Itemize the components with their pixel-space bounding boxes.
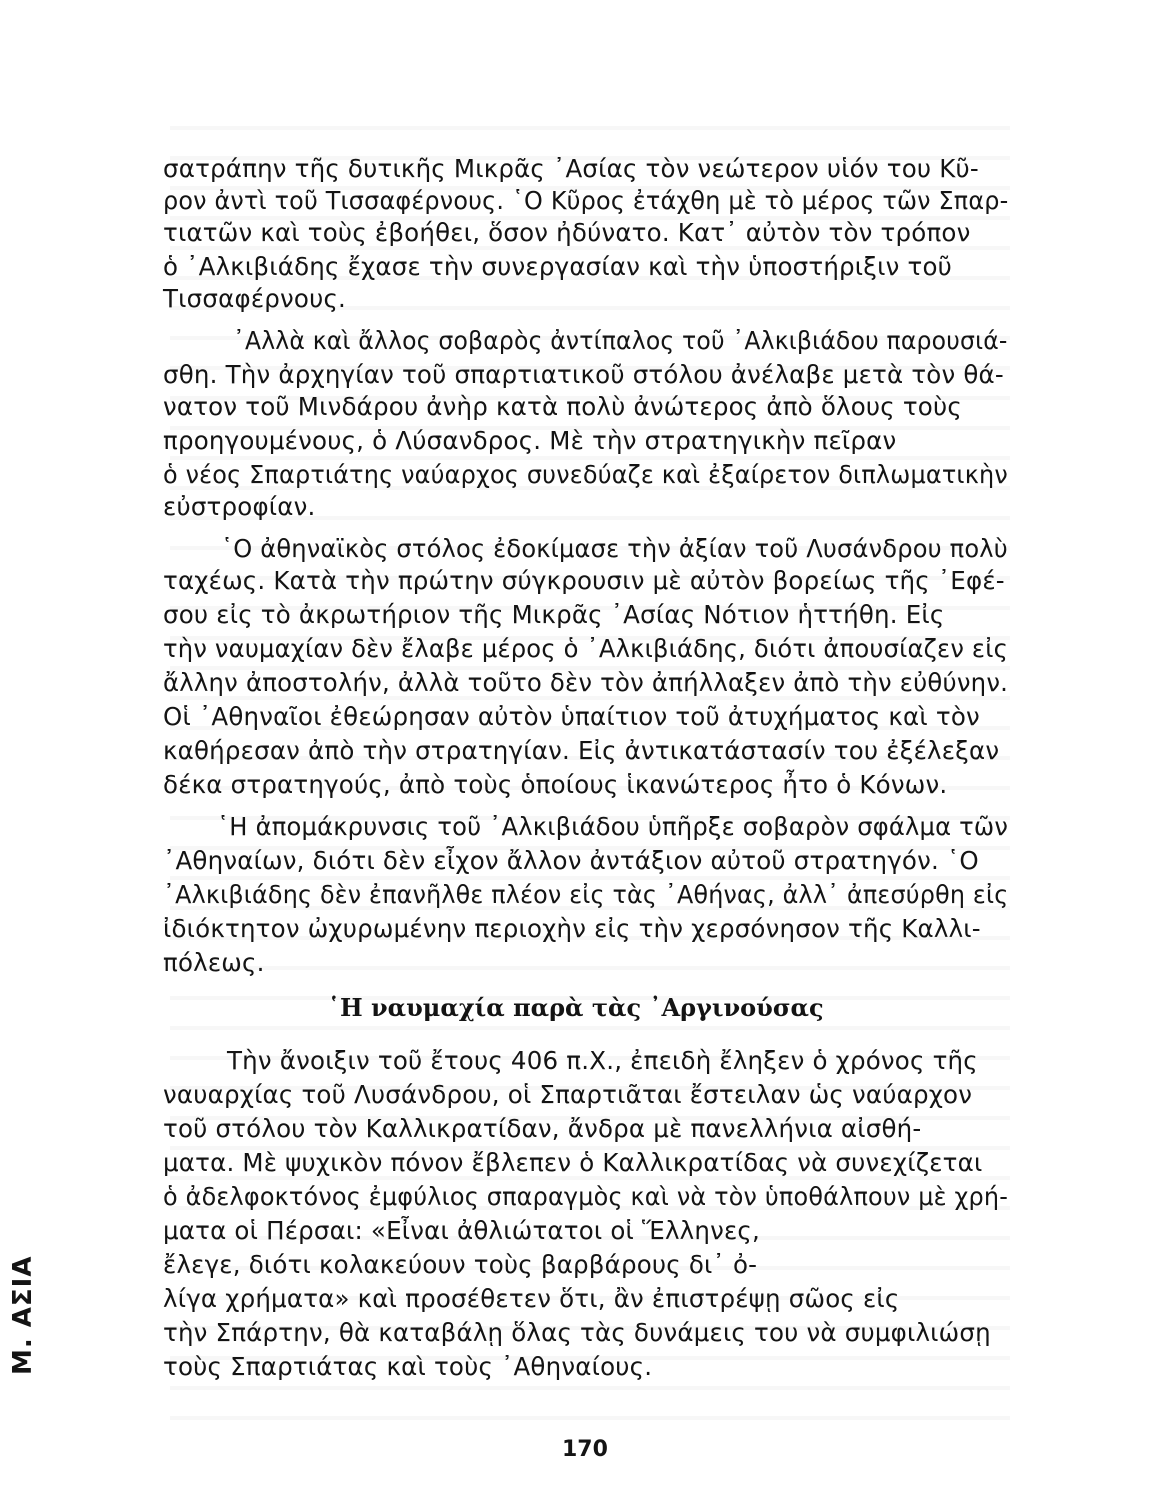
text-line: ρον ἀντὶ τοῦ Τισσαφέρνους. ῾Ο Κῦρος ἐτάχθη μὲ τὸ μέρος τῶν Σπαρ-	[163, 186, 1009, 215]
text-line: τὴν ναυμαχίαν δὲν ἔλαβε μέρος ὁ ᾿Αλκιβιάδης, διότι ἀπουσίαζεν εἰς	[163, 634, 1009, 663]
text-line: τοῦ στόλου τὸν Καλλικρατίδαν, ἄνδρα μὲ πανελλήνια αἰσθή-	[163, 1114, 922, 1143]
text-line: σθη. Τὴν ἀρχηγίαν τοῦ σπαρτιατικοῦ στόλου ἀνέλαβε μετὰ τὸν θά-	[163, 360, 1004, 389]
text-line: νατον τοῦ Μινδάρου ἀνὴρ κατὰ πολὺ ἀνώτερος ἀπὸ ὅλους τοὺς	[163, 392, 962, 421]
text-line: ῾Η ἀπομάκρυνσις τοῦ ᾿Αλκιβιάδου ὑπῆρξε σοβαρὸν σφάλμα τῶν	[217, 812, 1009, 841]
text-line: προηγουμένους, ὁ Λύσανδρος. Μὲ τὴν στρατηγικὴν πεῖραν	[163, 426, 897, 455]
text-line: καθήρεσαν ἀπὸ τὴν στρατηγίαν. Εἰς ἀντικατάστασίν του ἐξέλεξαν	[163, 736, 1000, 765]
side-margin-label: Μ. ΑΣΙΑ	[8, 1255, 38, 1375]
text-line: σου εἰς τὸ ἀκρωτήριον τῆς Μικρᾶς ᾿Ασίας Νότιον ἡττήθη. Εἰς	[163, 600, 945, 629]
text-line: ταχέως. Κατὰ τὴν πρώτην σύγκρουσιν μὲ αὐτὸν βορείως τῆς ᾿Εφέ-	[163, 566, 1005, 595]
text-line: ὁ νέος Σπαρτιάτης ναύαρχος συνεδύαζε καὶ ἐξαίρετον διπλωματικὴν	[163, 460, 1008, 489]
text-line: Τισσαφέρνους.	[163, 284, 347, 313]
text-line: ἄλλην ἀποστολήν, ἀλλὰ τοῦτο δὲν τὸν ἀπήλλαξεν ἀπὸ τὴν εὐθύνην.	[163, 668, 1009, 697]
page-number: 170	[562, 1437, 608, 1462]
text-line: ᾿Αλλὰ καὶ ἄλλος σοβαρὸς ἀντίπαλος τοῦ ᾿Αλκιβιάδου παρουσιά-	[233, 326, 1008, 355]
text-line: ματα οἱ Πέρσαι: «Εἶναι ἀθλιώτατοι οἱ Ἕλληνες,	[163, 1216, 760, 1245]
text-line: εὐστροφίαν.	[163, 492, 316, 521]
text-line: σατράπην τῆς δυτικῆς Μικρᾶς ᾿Ασίας τὸν νεώτερον υἱόν του Κῦ-	[163, 154, 979, 183]
text-line: ματα. Μὲ ψυχικὸν πόνον ἔβλεπεν ὁ Καλλικρατίδας νὰ συνεχίζεται	[163, 1148, 983, 1177]
text-line: τὴν Σπάρτην, θὰ καταβάλῃ ὅλας τὰς δυνάμεις του νὰ συμφιλιώσῃ	[163, 1318, 991, 1347]
text-line: ἔλεγε, διότι κολακεύουν τοὺς βαρβάρους δι᾿ ὀ-	[163, 1250, 758, 1279]
text-line: λίγα χρήματα» καὶ προσέθετεν ὅτι, ἂν ἐπιστρέψῃ σῶος εἰς	[163, 1284, 900, 1313]
text-line: δέκα στρατηγούς, ἀπὸ τοὺς ὁποίους ἱκανώτερος ἦτο ὁ Κόνων.	[163, 770, 948, 799]
text-line: ὁ ᾿Αλκιβιάδης ἔχασε τὴν συνεργασίαν καὶ τὴν ὑποστήριξιν τοῦ	[163, 252, 953, 281]
text-line: Οἱ ᾿Αθηναῖοι ἐθεώρησαν αὐτὸν ὑπαίτιον τοῦ ἀτυχήματος καὶ τὸν	[163, 702, 980, 731]
text-line: τοὺς Σπαρτιάτας καὶ τοὺς ᾿Αθηναίους.	[163, 1352, 653, 1381]
section-heading: ῾Η ναυμαχία παρὰ τὰς ᾿Αργινούσας	[328, 993, 824, 1022]
text-line: τιατῶν καὶ τοὺς ἐβοήθει, ὅσον ἠδύνατο. Κατ᾿ αὐτὸν τὸν τρόπον	[163, 218, 971, 247]
text-line: ῾Ο ἀθηναϊκὸς στόλος ἐδοκίμασε τὴν ἀξίαν τοῦ Λυσάνδρου πολὺ	[221, 534, 1008, 563]
text-line: ναυαρχίας τοῦ Λυσάνδρου, οἱ Σπαρτιᾶται ἔστειλαν ὡς ναύαρχον	[163, 1080, 973, 1109]
text-line: ἰδιόκτητον ὠχυρωμένην περιοχὴν εἰς τὴν χερσόνησον τῆς Καλλι-	[163, 914, 981, 943]
text-line: ὁ ἀδελφοκτόνος ἐμφύλιος σπαραγμὸς καὶ νὰ τὸν ὑποθάλπουν μὲ χρή-	[163, 1182, 1009, 1211]
text-line: πόλεως.	[163, 948, 265, 977]
text-line: Τὴν ἄνοιξιν τοῦ ἔτους 406 π.Χ., ἐπειδὴ ἔληξεν ὁ χρόνος τῆς	[227, 1046, 978, 1075]
text-line: ᾿Αθηναίων, διότι δὲν εἶχον ἄλλον ἀντάξιον αὐτοῦ στρατηγόν. ῾Ο	[163, 846, 979, 875]
text-line: ᾿Αλκιβιάδης δὲν ἐπανῆλθε πλέον εἰς τὰς ᾿Αθήνας, ἀλλ᾿ ἀπεσύρθη εἰς	[163, 880, 1009, 909]
